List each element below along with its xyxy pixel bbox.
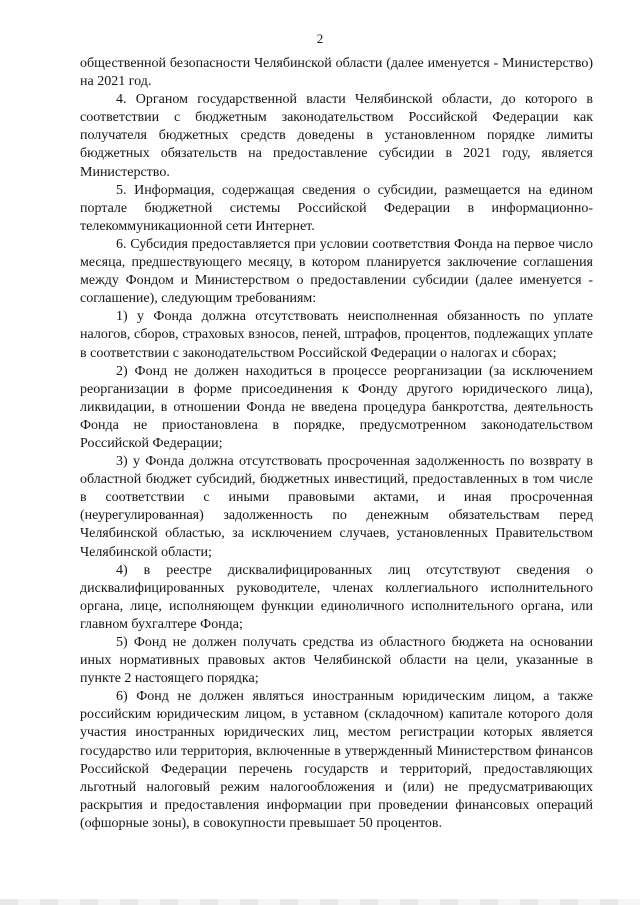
requirement-1: 1) у Фонда должна отсутствовать неисполненная обязанность по уплате налогов, сборов, страховых взносов, пеней, штрафов, процентов, подлежащих уплате в соответствии с законодательством Российской Федерации о налогах и сборах; xyxy=(80,309,593,361)
paragraph-item-5: 5. Информация, содержащая сведения о субсидии, размещается на едином портале бюджетной системы Российской Федерации в информационно-телекоммуникационной сети Интернет. xyxy=(80,182,593,234)
requirement-3: 3) у Фонда должна отсутствовать просроченная задолженность по возврату в областной бюджет субсидий, бюджетных инвестиций, предоставленных в том числе в соответствии с иными правовыми актами, и иная просроченная (неурегулированная) задолженность по денежным обязательствам перед Челябинской областью, за исключением случаев, установленных Правительством Челябинской области; xyxy=(80,454,593,560)
requirement-2: 2) Фонд не должен находиться в процессе реорганизации (за исключением реорганизации в форме присоединения к Фонду другого юридического лица), ликвидации, в отношении Фонда не введена процедура банкротства, деятельность Фонда не приостановлена в порядке, предусмотренном законодательством Российской Федерации; xyxy=(80,363,593,451)
document-body xyxy=(80,55,593,833)
paragraph-item-4: 4. Органом государственной власти Челябинской области, до которого в соответствии с бюджетным законодательством Российской Федерации как получателя бюджетных средств доведены в установленном порядке лимиты бюджетных обязательств на предоставление субсидии в 2021 году, является Министерство. xyxy=(80,92,593,180)
requirement-6: 6) Фонд не должен являться иностранным юридическим лицом, а также российским юридическим лицом, в уставном (складочном) капитале которого доля участия иностранных юридических лиц, местом регистрации которых является государство или территория, включенные в утвержденный Министерством финансов Российской Федерации перечень государств и территорий, предоставляющих льготный налоговый режим налогообложения и (или) не предусматривающих раскрытия и предоставления информации при проведении финансовых операций (офшорные зоны), в совокупности превышает 50 процентов. xyxy=(80,689,593,831)
scan-bottom-edge xyxy=(0,899,640,905)
requirement-4: 4) в реестре дисквалифицированных лиц отсутствуют сведения о дисквалифицированных руководителе, членах коллегиального исполнительного органа, лице, исполняющем функции единоличного исполнительного органа, или главном бухгалтере Фонда; xyxy=(80,562,593,632)
paragraph-continuation: общественной безопасности Челябинской области (далее именуется - Министерство) на 2021 год. xyxy=(80,56,593,90)
requirement-5: 5) Фонд не должен получать средства из областного бюджета на основании иных нормативных правовых актов Челябинской области на цели, указанные в пункте 2 настоящего порядка; xyxy=(80,635,593,687)
paragraph-item-6: 6. Субсидия предоставляется при условии соответствия Фонда на первое число месяца, предшествующего месяцу, в котором планируется заключение соглашения между Фондом и Министерством о предоставлении субсидии (далее именуется - соглашение), следующим требованиям: xyxy=(80,236,593,307)
page-number: 2 xyxy=(316,31,324,46)
